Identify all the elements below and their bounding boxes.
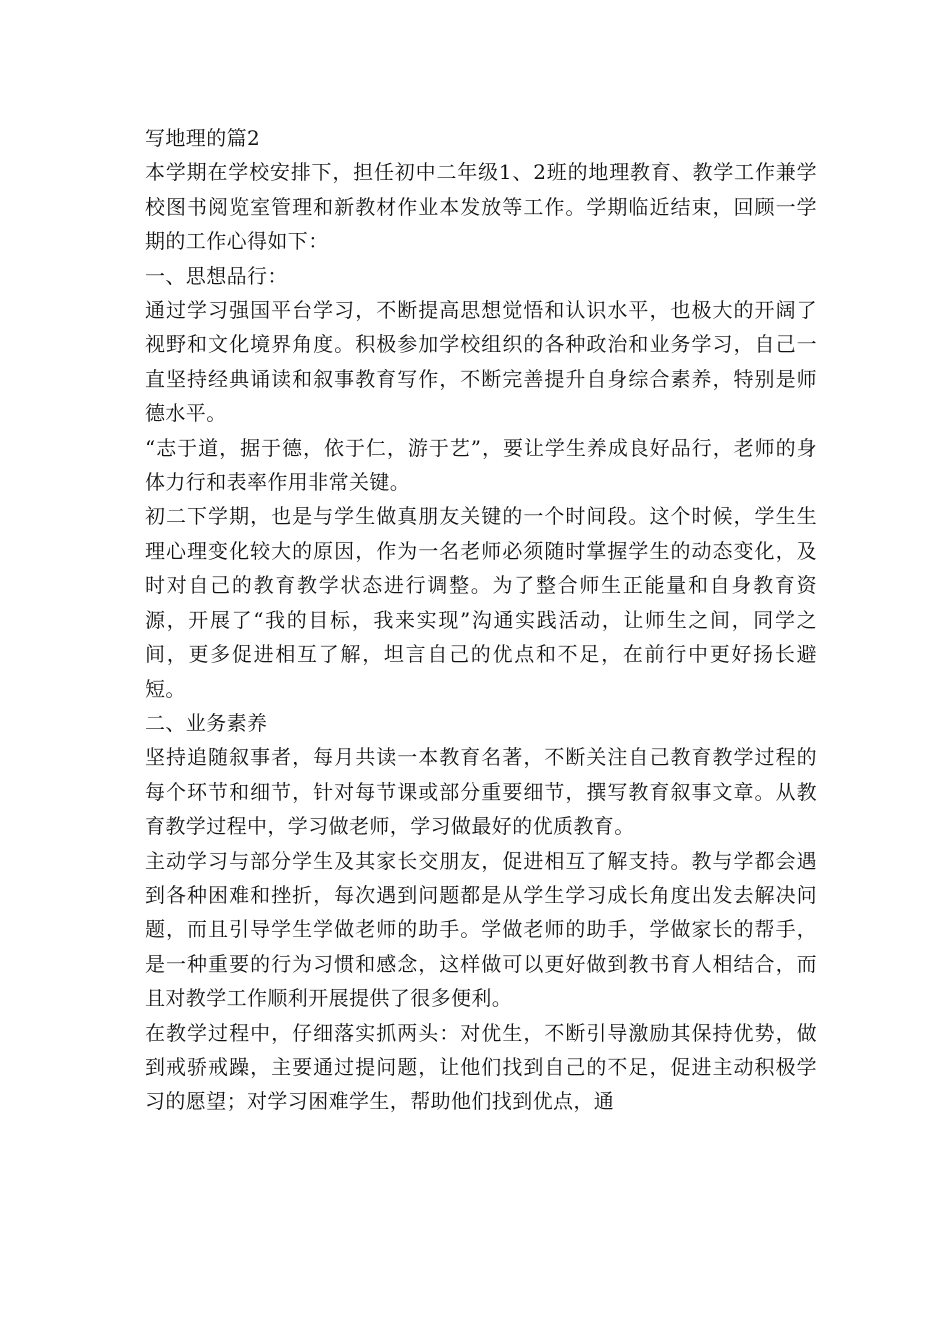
paragraph-narrative: 坚持追随叙事者，每月共读一本教育名著，不断关注自己教育教学过程的每个环节和细节，针对每节课或部分重要细节，撰写教育叙事文章。从教育教学过程中，学习做老师，学习做最好的优质教育。	[145, 745, 817, 839]
paragraph-thought-study: 通过学习强国平台学习，不断提高思想觉悟和认识水平，也极大的开阔了视野和文化境界角度。积极参加学校组织的各种政治和业务学习，自己一直坚持经典诵读和叙事教育写作，不断完善提升自身综合素养，特别是师德水平。	[145, 298, 817, 426]
paragraph-intro: 本学期在学校安排下，担任初中二年级1、2班的地理教育、教学工作兼学校图书阅览室管理和新教材作业本发放等工作。学期临近结束，回顾一学期的工作心得如下：	[145, 160, 817, 254]
document-body	[145, 121, 817, 1119]
heading-thought-conduct: 一、思想品行：	[145, 263, 288, 288]
paragraph-semester: 初二下学期，也是与学生做真朋友关键的一个时间段。这个时候，学生生理心理变化较大的原因，作为一名老师必须随时掌握学生的动态变化，及时对自己的教育教学状态进行调整。为了整合师生正能量和自身教育资源，开展了“我的目标，我来实现”沟通实践活动，让师生之间，同学之间，更多促进相互了解，坦言自己的优点和不足，在前行中更好扬长避短。	[145, 504, 817, 701]
heading-professional-quality: 二、业务素养	[145, 710, 268, 735]
paragraph-quote: “志于道，据于德，依于仁，游于艺”，要让学生养成良好品行，老师的身体力行和表率作用非常关键。	[145, 435, 817, 495]
paragraph-teaching-process: 在教学过程中，仔细落实抓两头：对优生，不断引导激励其保持优势，做到戒骄戒躁，主要通过提问题，让他们找到自己的不足，促进主动积极学习的愿望；对学习困难学生，帮助他们找到优点，通	[145, 1020, 817, 1114]
section-title: 写地理的篇2	[145, 126, 261, 150]
paragraph-parents: 主动学习与部分学生及其家长交朋友，促进相互了解支持。教与学都会遇到各种困难和挫折，每次遇到问题都是从学生学习成长角度出发去解决问题，而且引导学生学做老师的助手。学做老师的助手，学做家长的帮手，是一种重要的行为习惯和感念，这样做可以更好做到教书育人相结合，而且对教学工作顺利开展提供了很多便利。	[145, 848, 817, 1011]
